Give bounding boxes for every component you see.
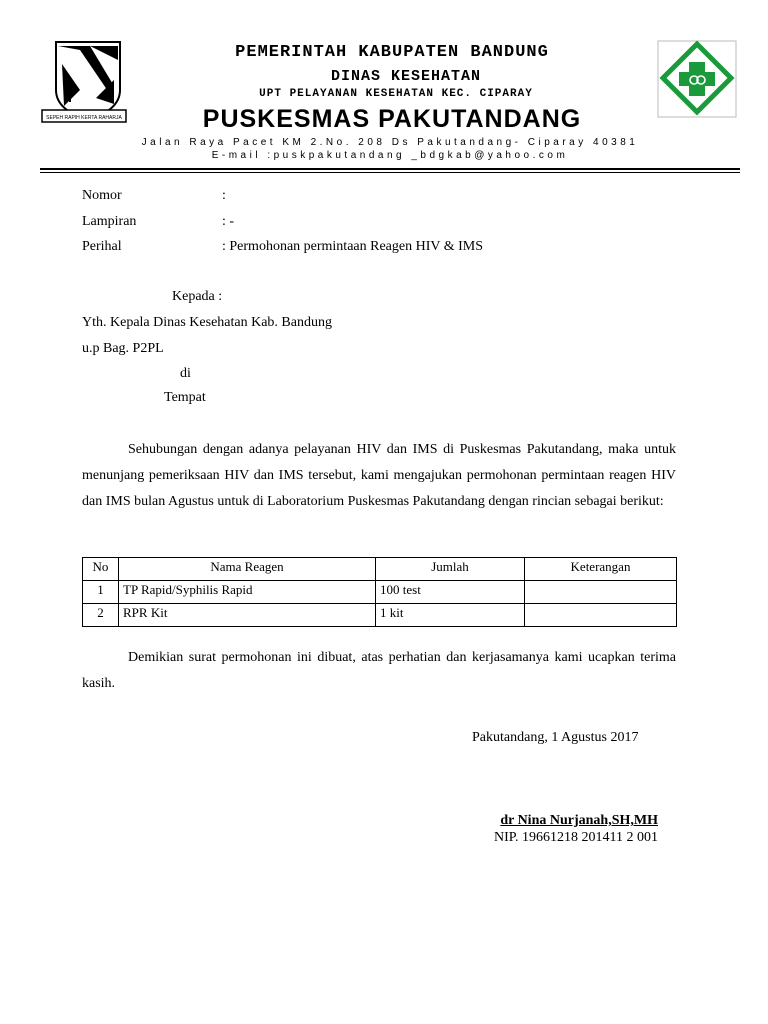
- letterhead-institution: PUSKESMAS PAKUTANDANG: [202, 105, 582, 133]
- recipient-tempat: Tempat: [164, 390, 206, 405]
- nomor-label: Nomor: [82, 188, 122, 203]
- cell-keterangan: [525, 604, 677, 627]
- recipient-di: di: [180, 366, 191, 381]
- reagent-table: [82, 557, 677, 627]
- cell-keterangan: [525, 581, 677, 604]
- letterhead-email: E-mail :puskpakutandang _bdgkab@yahoo.com: [211, 150, 569, 161]
- body-paragraph-1: Sehubungan dengan adanya pelayanan HIV dan IMS di Puskesmas Pakutandang, maka untuk menunjang pemeriksaan HIV dan IMS tersebut, kami mengajukan permohonan permintaan reagen HIV dan IMS bulan Agustus untuk di Laboratorium Puskesmas Pakutandang dengan rincian sebagai berikut:: [82, 442, 676, 509]
- perihal-value: : Permohonan permintaan Reagen HIV & IMS: [222, 239, 484, 254]
- table-header-row: [83, 558, 677, 581]
- recipient-kepada: Kepada :: [172, 289, 223, 304]
- logo-motto: SEPEH RAPIH KERTA RAHARJA: [46, 115, 122, 121]
- letterhead-department: DINAS KESEHATAN: [330, 68, 482, 85]
- bandung-regency-crest-icon: [40, 40, 130, 128]
- signatory-nip: NIP. 19661218 201411 2 001: [494, 830, 658, 845]
- header-keterangan: Keterangan: [525, 558, 677, 581]
- place-date: Pakutandang, 1 Agustus 2017: [472, 730, 639, 745]
- header-jumlah: Jumlah: [376, 558, 525, 581]
- recipient-line1: Yth. Kepala Dinas Kesehatan Kab. Bandung: [82, 315, 332, 330]
- header-nama-reagen: Nama Reagen: [119, 558, 376, 581]
- letterhead-address: Jalan Raya Pacet KM 2.No. 208 Ds Pakutandang- Ciparay 40381: [141, 137, 639, 148]
- lampiran-value: : -: [222, 214, 235, 229]
- cell-no: 2: [83, 604, 119, 627]
- letterhead-unit: UPT PELAYANAN KESEHATAN KEC. CIPARAY: [259, 88, 533, 100]
- signatory-name: dr Nina Nurjanah,SH,MH: [500, 813, 658, 828]
- lampiran-label: Lampiran: [82, 214, 137, 229]
- header-no: No: [83, 558, 119, 581]
- nomor-value: :: [222, 188, 226, 203]
- recipient-line2: u.p Bag. P2PL: [82, 341, 164, 356]
- puskesmas-green-cross-icon: [657, 40, 737, 118]
- cell-no: 1: [83, 581, 119, 604]
- letterhead-rule: [40, 168, 740, 170]
- cell-nama: TP Rapid/Syphilis Rapid: [119, 581, 376, 604]
- letterhead-government: PEMERINTAH KABUPATEN BANDUNG: [235, 43, 549, 62]
- cell-jumlah: 100 test: [376, 581, 525, 604]
- body-paragraph-2: Demikian surat permohonan ini dibuat, atas perhatian dan kerjasamanya kami ucapkan terima kasih.: [82, 650, 676, 691]
- perihal-label: Perihal: [82, 239, 122, 254]
- cell-nama: RPR Kit: [119, 604, 376, 627]
- table-row: [83, 604, 677, 627]
- table-row: [83, 581, 677, 604]
- cell-jumlah: 1 kit: [376, 604, 525, 627]
- letterhead-rule-thin: [40, 172, 740, 173]
